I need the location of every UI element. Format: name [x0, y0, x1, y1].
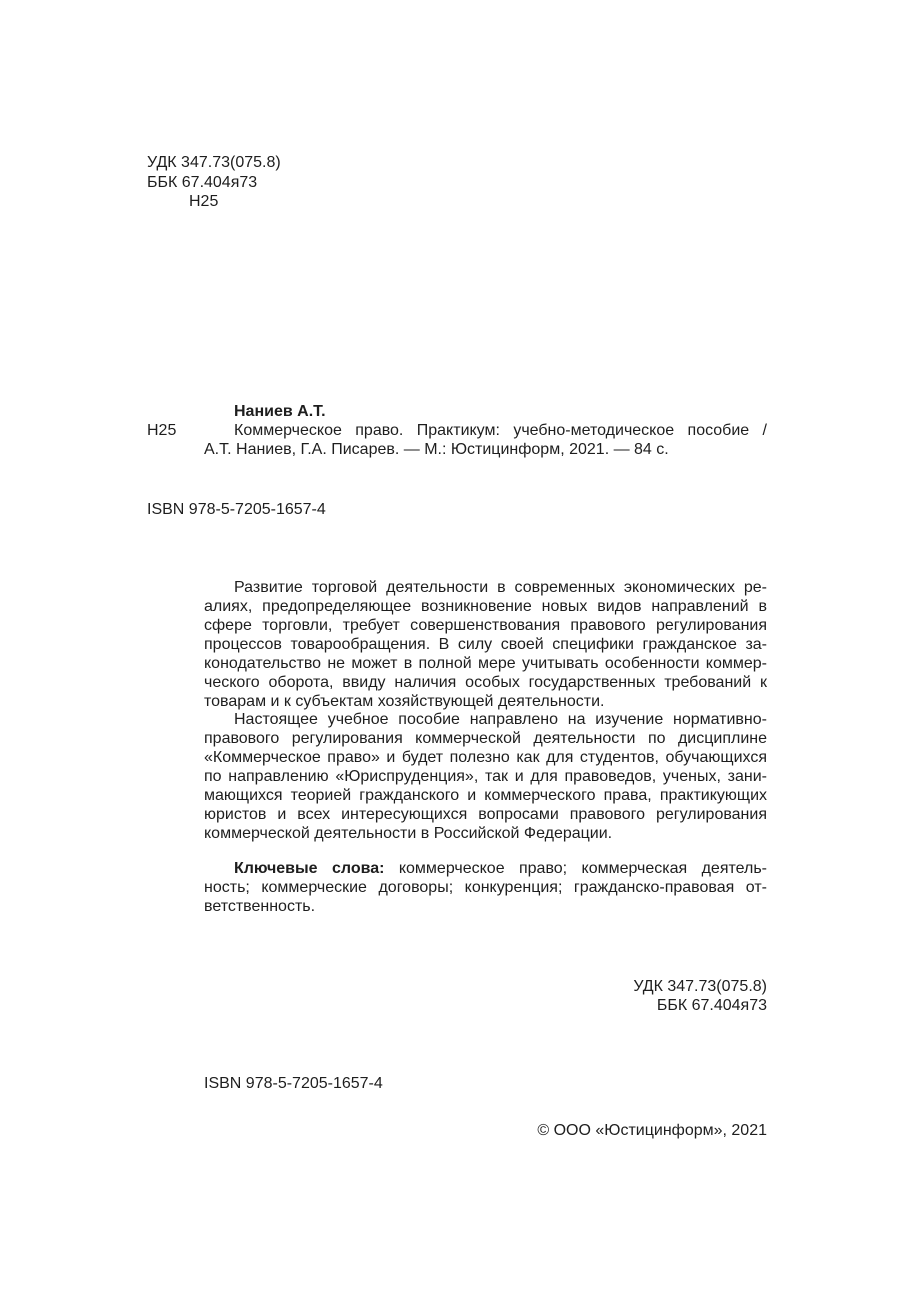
- annotation-line: по направлению «Юриспруденция», так и для правоведов, ученых, зани-: [204, 768, 767, 785]
- keywords-text: коммерческое право; коммерческая деятель-: [384, 860, 767, 877]
- author-cipher: Н25: [147, 422, 177, 439]
- isbn-footer: ISBN 978-5-7205-1657-4: [204, 1075, 383, 1092]
- annotation-line: ческого оборота, ввиду наличия особых государственных требований к: [204, 674, 767, 691]
- bibliographic-line-1: Коммерческое право. Практикум: учебно-методическое пособие /: [234, 422, 767, 439]
- annotation-line: Настоящее учебное пособие направлено на изучение нормативно-: [234, 711, 767, 728]
- udk-top: УДК 347.73(075.8): [147, 154, 281, 171]
- isbn-top: ISBN 978-5-7205-1657-4: [147, 501, 326, 518]
- copyright: © ООО «Юстицинформ», 2021: [537, 1122, 767, 1139]
- annotation-line: алиях, предопределяющее возникновение новых видов направлений в: [204, 598, 767, 615]
- keywords-label: Ключевые слова:: [234, 860, 385, 877]
- annotation-line: «Коммерческое право» и будет полезно как для студентов, обучающихся: [204, 749, 767, 766]
- author-name: Наниев А.Т.: [234, 403, 326, 420]
- author-mark-top: Н25: [189, 193, 219, 210]
- bbk-top: ББК 67.404я73: [147, 174, 258, 191]
- keywords-line-1: [234, 860, 767, 878]
- annotation-line: мающихся теорией гражданского и коммерческого права, практикующих: [204, 787, 767, 804]
- keywords-line-2: ность; коммерческие договоры; конкуренция; гражданско-правовая от-: [204, 879, 767, 896]
- bibliographic-line-2: А.Т. Наниев, Г.А. Писарев. — М.: Юстицинформ, 2021. — 84 с.: [204, 441, 669, 458]
- annotation-line: Развитие торговой деятельности в современных экономических ре-: [234, 579, 767, 596]
- annotation-line: коммерческой деятельности в Российской Федерации.: [204, 825, 613, 842]
- annotation-line: конодательство не может в полной мере учитывать особенности коммер-: [204, 655, 767, 672]
- annotation-line: процессов товарообращения. В силу своей специфики гражданское за-: [204, 636, 767, 653]
- annotation-line: юристов и всех интересующихся вопросами правового регулирования: [204, 806, 767, 823]
- annotation-line: сфере торговли, требует совершенствования правового регулирования: [204, 617, 767, 634]
- annotation-line: товарам и к субъектам хозяйствующей деятельности.: [204, 693, 605, 710]
- keywords-line-3: ветственность.: [204, 898, 316, 915]
- udk-footer: УДК 347.73(075.8): [633, 978, 767, 995]
- bbk-footer: ББК 67.404я73: [656, 997, 767, 1014]
- annotation-line: правового регулирования коммерческой деятельности по дисциплине: [204, 730, 767, 747]
